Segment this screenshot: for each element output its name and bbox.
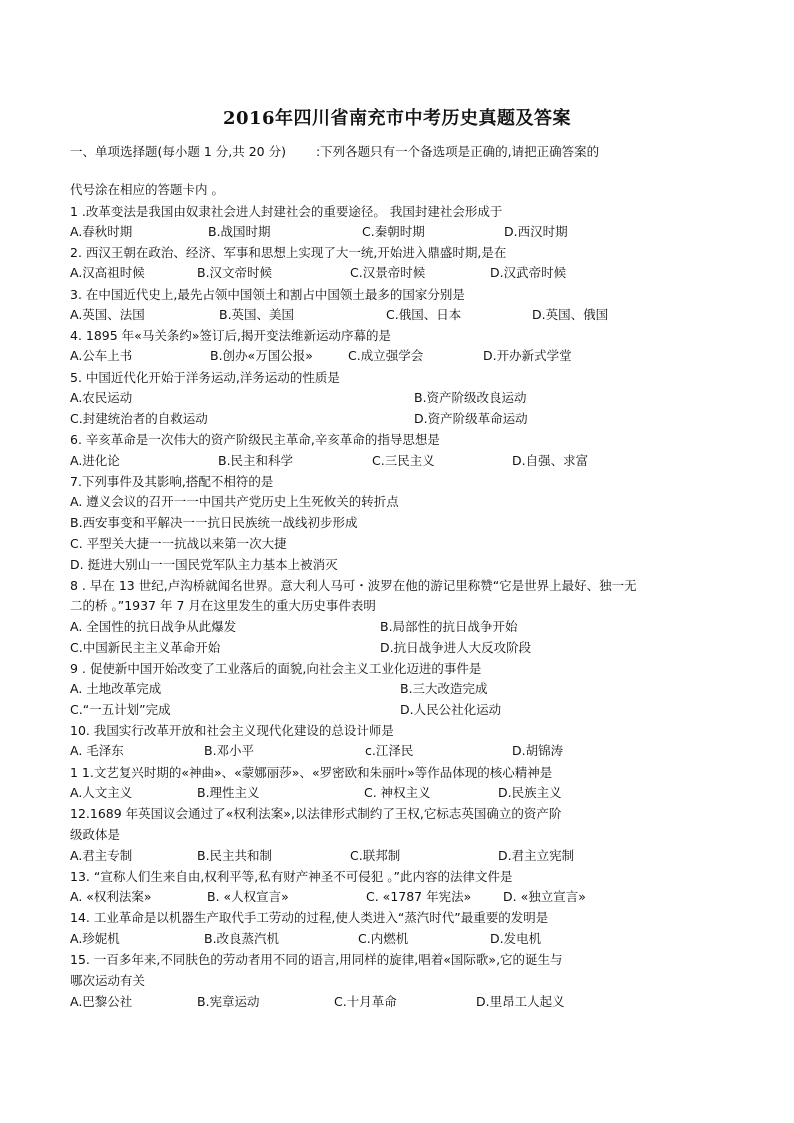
section-instruction-cont: 代号涂在相应的答题卡内 。: [70, 182, 224, 197]
option: C.中国新民主主义革命开始: [70, 640, 221, 655]
question-text: 4. 1895 年«马关条约»签订后,揭开变法维新运动序幕的是: [70, 328, 391, 343]
option: B.三大改造完成: [400, 681, 488, 696]
option: D.发电机: [490, 931, 542, 946]
option: A.春秋时期: [70, 224, 133, 239]
option: C. «1787 年宪法»: [366, 889, 472, 904]
option: A.公车上书: [70, 348, 133, 363]
question-text: 2. 西汉王朝在政治、经济、军事和思想上实现了大一统,开始进入鼎盛时期,是在: [70, 245, 507, 260]
option: B.民主和科学: [218, 453, 294, 468]
option: D.自强、求富: [512, 453, 589, 468]
section-instruction: :下列各题只有一个备选项是正确的,请把正确答案的: [315, 144, 600, 159]
option: A. 毛泽东: [70, 743, 124, 758]
section-heading-line: [70, 144, 599, 160]
option: A.汉高祖时候: [70, 265, 145, 280]
option: A. 全国性的抗日战争从此爆发: [70, 619, 237, 634]
option: A.人文主义: [70, 785, 133, 800]
question-text-cont: 二的桥 。”1937 年 7 月在这里发生的重大历史事件表明: [70, 598, 376, 613]
option: C.内燃机: [358, 931, 409, 946]
option: A. 遵义会议的召开一一中国共产党历史上生死攸关的转折点: [70, 494, 399, 509]
question-text: 6. 辛亥革命是一次伟大的资产阶级民主革命,辛亥革命的指导思想是: [70, 432, 440, 447]
question-text: 12.1689 年英国议会通过了«权利法案»,以法律形式制约了王权,它标志英国确立的资产阶: [70, 806, 562, 821]
option: D.民族主义: [498, 785, 562, 800]
question-text: 15. 一百多年来,不同肤色的劳动者用不同的语言,用同样的旋律,唱着«国际歌»,它的诞生与: [70, 952, 563, 967]
option: C.秦朝时期: [362, 224, 425, 239]
question-text: 1 .改革变法是我国由奴隶社会进人封建社会的重要途径。 我国封建社会形成于: [70, 204, 503, 219]
question-text-cont: 级政体是: [70, 827, 121, 842]
question-text: 3. 在中国近代史上,最先占领中国领土和割占中国领土最多的国家分别是: [70, 287, 465, 302]
question-text: 5. 中国近代化开始于洋务运动,洋务运动的性质是: [70, 370, 340, 385]
option: D.胡锦涛: [512, 743, 564, 758]
option: B. «人权宣言»: [207, 889, 289, 904]
option: B.宪章运动: [197, 994, 260, 1009]
option: D.开办新式学堂: [483, 348, 572, 363]
option: C. 神权主义: [364, 785, 431, 800]
option: A.君主专制: [70, 848, 133, 863]
option: B.改良蒸汽机: [204, 931, 280, 946]
option: B.英国、美国: [219, 307, 295, 322]
question-text: 7.下列事件及其影响,搭配不相符的是: [70, 474, 274, 489]
option: C.三民主义: [372, 453, 435, 468]
option: B.民主共和制: [197, 848, 273, 863]
option: B.局部性的抗日战争开始: [380, 619, 518, 634]
option: D.抗日战争进人大反攻阶段: [380, 640, 532, 655]
option: D. 挺进大别山一一国民党军队主力基本上被消灭: [70, 557, 338, 572]
option: B.邓小平: [204, 743, 255, 758]
option: B.西安事变和平解决一一抗日民族统一战线初步形成: [70, 515, 358, 530]
option: B.战国时期: [208, 224, 271, 239]
question-text: 13. “宣称人们生来自由,权利平等,私有财产神圣不可侵犯 。”此内容的法律文件是: [70, 869, 513, 884]
section-heading: 一、单项选择题(每小题 1 分,共 20 分): [70, 144, 286, 159]
option: B.资产阶级改良运动: [414, 390, 527, 405]
option: D.里昂工人起义: [476, 994, 565, 1009]
option: C.成立强学会: [348, 348, 424, 363]
option: B.汉文帝时候: [197, 265, 273, 280]
question-text: 14. 工业革命是以机器生产取代手工劳动的过程,使人类进入“蒸汽时代”最重要的发明是: [70, 910, 549, 925]
option: A.进化论: [70, 453, 120, 468]
option: A.农民运动: [70, 390, 133, 405]
option: A.巴黎公社: [70, 994, 133, 1009]
page-title: 2016年四川省南充市中考历史真题及答案: [222, 108, 572, 129]
option: A.珍妮机: [70, 931, 120, 946]
question-text: 1 1.文艺复兴时期的«神曲»、«蒙娜丽莎»、«罗密欧和朱丽叶»等作品体现的核心精神是: [70, 765, 553, 780]
option: D.君主立宪制: [498, 848, 575, 863]
option: A.英国、法国: [70, 307, 145, 322]
option: C.汉景帝时候: [350, 265, 426, 280]
question-text: 9 . 促使新中国开始改变了工业落后的面貌,向社会主义工业化迈进的事件是: [70, 661, 482, 676]
question-text: 10. 我国实行改革开放和社会主义现代化建设的总设计师是: [70, 723, 394, 738]
option: C. 平型关大捷一一抗战以来第一次大捷: [70, 536, 287, 551]
question-text: 8 . 早在 13 世纪,卢沟桥就闻名世界。意大利人马可・波罗在他的游记里称赞“它是世界上最好、独一无: [70, 578, 637, 593]
option: C.联邦制: [350, 848, 401, 863]
option: B.创办«万国公报»: [210, 348, 313, 363]
option: C.“一五计划”完成: [70, 702, 171, 717]
option: C.俄国、日本: [386, 307, 462, 322]
option: D.资产阶级革命运动: [414, 411, 528, 426]
option: c.江泽民: [365, 743, 414, 758]
option: D.西汉时期: [504, 224, 568, 239]
option: B.理性主义: [197, 785, 260, 800]
option: D.英国、俄国: [532, 307, 609, 322]
option: D.人民公社化运动: [400, 702, 502, 717]
option: C.十月革命: [334, 994, 397, 1009]
option: A. 土地改革完成: [70, 681, 162, 696]
option: D.汉武帝时候: [490, 265, 567, 280]
option: A. «权利法案»: [70, 889, 152, 904]
option: D. «独立宣言»: [503, 889, 586, 904]
question-text-cont: 哪次运动有关: [70, 973, 146, 988]
option: C.封建统治者的自救运动: [70, 411, 208, 426]
